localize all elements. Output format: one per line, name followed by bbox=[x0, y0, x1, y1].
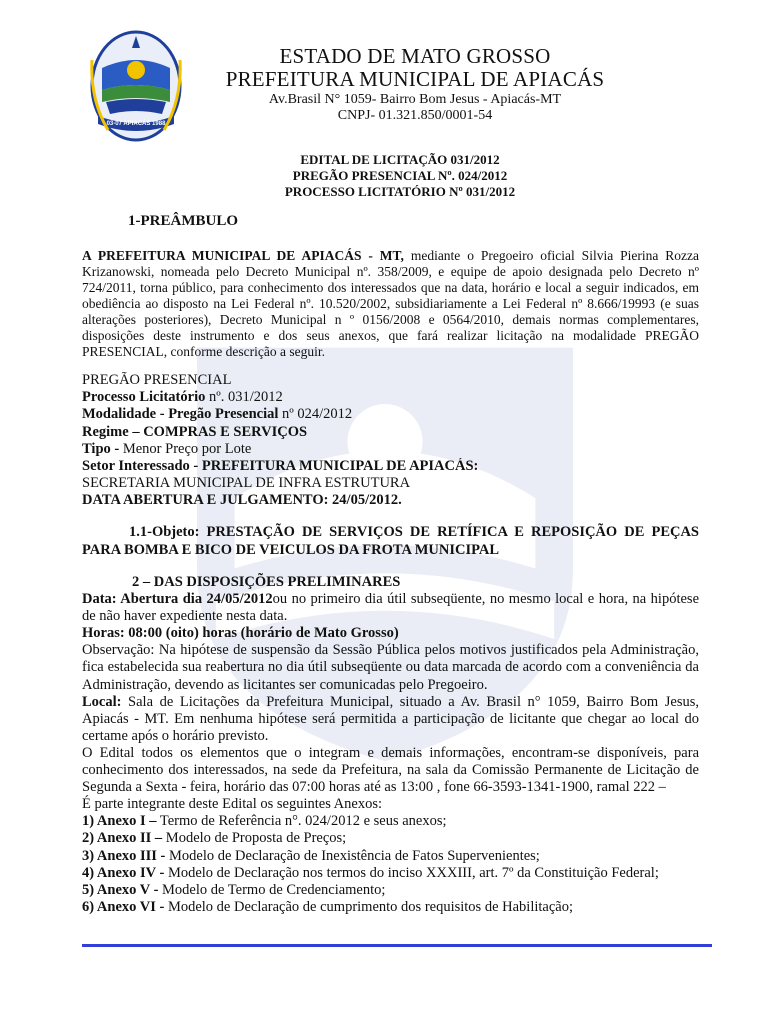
summary-setor: Setor Interessado - PREFEITURA MUNICIPAL DE APIACÁS: bbox=[82, 457, 479, 474]
summary-tipo bbox=[82, 441, 699, 458]
data-text: ou no primeiro dia útil subseqüente, no mesmo local e hora, na hipótese de não haver expediente nesta data. bbox=[82, 591, 700, 625]
preambulo-lead: A PREFEITURA MUNICIPAL DE APIACÁS - MT, bbox=[82, 248, 404, 263]
summary-regime: Regime – COMPRAS E SERVIÇOS bbox=[82, 423, 308, 440]
preambulo-heading: 1-PREÂMBULO bbox=[128, 213, 238, 229]
disposicoes-section bbox=[82, 574, 699, 916]
anexo-label: 1) Anexo I – bbox=[82, 813, 157, 830]
disposicoes-data bbox=[82, 591, 699, 625]
header-state: ESTADO DE MATO GROSSO bbox=[279, 44, 551, 68]
anexo-label: 4) Anexo IV - bbox=[82, 864, 165, 881]
processo-label: Processo Licitatório bbox=[82, 389, 206, 406]
anexo-label: 2) Anexo II – bbox=[82, 830, 163, 847]
disposicoes-horas: Horas: 08:00 (oito) horas (horário de Mato Grosso) bbox=[82, 625, 399, 642]
tipo-label: Tipo - bbox=[82, 440, 120, 457]
summary-modalidade bbox=[82, 406, 699, 423]
anexo-item bbox=[82, 848, 699, 865]
summary-processo bbox=[82, 389, 699, 406]
header-prefeitura: PREFEITURA MUNICIPAL DE APIACÁS bbox=[225, 67, 605, 91]
footer-rule bbox=[82, 944, 712, 947]
anexo-text: Termo de Referência n°. 024/2012 e seus anexos; bbox=[156, 813, 447, 830]
title-processo: PROCESSO LICITATÓRIO Nº 031/2012 bbox=[284, 184, 516, 199]
anexo-text: Modelo de Termo de Credenciamento; bbox=[158, 881, 386, 898]
summary-block bbox=[82, 372, 699, 510]
anexo-item bbox=[82, 865, 699, 882]
disposicoes-edital: O Edital todos os elementos que o integram e demais informações, encontram-se disponíveis, para conhecimento dos interessados, na sede da Prefeitura, na sala da Comissão Permanente de Licitação de Segunda a Sexta - feira, horário das 07:00 horas até as 13:00 , fone 66-3593-1341-1900, ramal 222 – bbox=[82, 744, 699, 796]
anexo-label: 3) Anexo III - bbox=[82, 847, 166, 864]
disposicoes-heading: 2 – DAS DISPOSIÇÕES PRELIMINARES bbox=[132, 574, 401, 590]
local-label: Local: bbox=[82, 693, 122, 710]
header-address: Av.Brasil N° 1059- Bairro Bom Jesus - Apiacás-MT bbox=[268, 92, 562, 107]
preambulo-text: mediante o Pregoeiro oficial Silvia Pierina Rozza Krizanowski, nomeada pelo Decreto Municipal nº. 358/2009, e equipe de apoio designada pelo Decreto nº 724/2011, torna público, para conhecimento dos interessados que na data, horário e local a seguir indicados, em obediência ao disposto na Lei Federal nº. 10.520/2002, subsidiariamente a Lei Federal nº 8.666/19993 (e suas alterações posteriores), Decreto Municipal n º 0156/2008 e 0564/2010, demais normas complementares, disposições deste instrumento e dos seus anexos, que fará realizar licitação na modalidade PREGÃO PRESENCIAL, conforme descrição a seguir. bbox=[82, 248, 699, 359]
preambulo-paragraph bbox=[82, 248, 699, 360]
anexo-item bbox=[82, 899, 699, 916]
data-label: Data: Abertura dia 24/05/2012 bbox=[82, 591, 273, 608]
svg-text:03-07 APIACÁS 1988: 03-07 APIACÁS 1988 bbox=[106, 121, 166, 127]
title-pregao: PREGÃO PRESENCIAL Nº. 024/2012 bbox=[292, 168, 508, 183]
title-edital: EDITAL DE LICITAÇÃO 031/2012 bbox=[300, 152, 500, 167]
summary-secretaria: SECRETARIA MUNICIPAL DE INFRA ESTRUTURA bbox=[82, 475, 411, 492]
summary-modalidade-top: PREGÃO PRESENCIAL bbox=[82, 372, 232, 388]
header-cnpj: CNPJ- 01.321.850/0001-54 bbox=[337, 108, 493, 123]
modalidade-value: nº 024/2012 bbox=[278, 406, 353, 423]
disposicoes-observacao: Observação: Na hipótese de suspensão da Sessão Pública pelos motivos justificados pela Administração, fica estabelecida sua reabertura no dia útil subseqüente ou data marcada de acordo com a conveniência da Administração, devendo as licitantes ser comunicadas pelo Pregoeiro. bbox=[82, 642, 699, 693]
local-text: Sala de Licitações da Prefeitura Municipal, situado a Av. Brasil n° 1059, Bairro Bom Jesus, Apiacás - MT. Em nenhuma hipótese será permitida a participação de licitante que chegar ao local do certame após o horário previsto. bbox=[82, 693, 699, 744]
anexo-item bbox=[82, 813, 699, 830]
summary-abertura: DATA ABERTURA E JULGAMENTO: 24/05/2012. bbox=[82, 492, 402, 509]
anexos-intro: É parte integrante deste Edital os seguintes Anexos: bbox=[82, 796, 382, 813]
anexo-label: 5) Anexo V - bbox=[82, 881, 159, 898]
modalidade-label: Modalidade - Pregão Presencial bbox=[82, 406, 279, 423]
anexo-item bbox=[82, 830, 699, 847]
tipo-value: Menor Preço por Lote bbox=[119, 440, 252, 457]
municipal-crest-logo bbox=[88, 30, 184, 146]
objeto-paragraph: 1.1-Objeto: PRESTAÇÃO DE SERVIÇOS DE RETÍFICA E REPOSIÇÃO DE PEÇAS PARA BOMBA E BICO DE VEICULOS DA FROTA MUNICIPAL bbox=[82, 524, 699, 558]
anexo-text: Modelo de Declaração nos termos do inciso XXXIII, art. 7º da Constituição Federal; bbox=[164, 864, 659, 881]
anexo-text: Modelo de Declaração de cumprimento dos requisitos de Habilitação; bbox=[164, 898, 573, 915]
anexo-item bbox=[82, 882, 699, 899]
anexo-label: 6) Anexo VI - bbox=[82, 898, 165, 915]
disposicoes-local bbox=[82, 694, 699, 745]
processo-value: nº. 031/2012 bbox=[205, 389, 283, 406]
anexo-text: Modelo de Declaração de Inexistência de Fatos Supervenientes; bbox=[165, 847, 540, 864]
anexo-text: Modelo de Proposta de Preços; bbox=[162, 830, 347, 847]
